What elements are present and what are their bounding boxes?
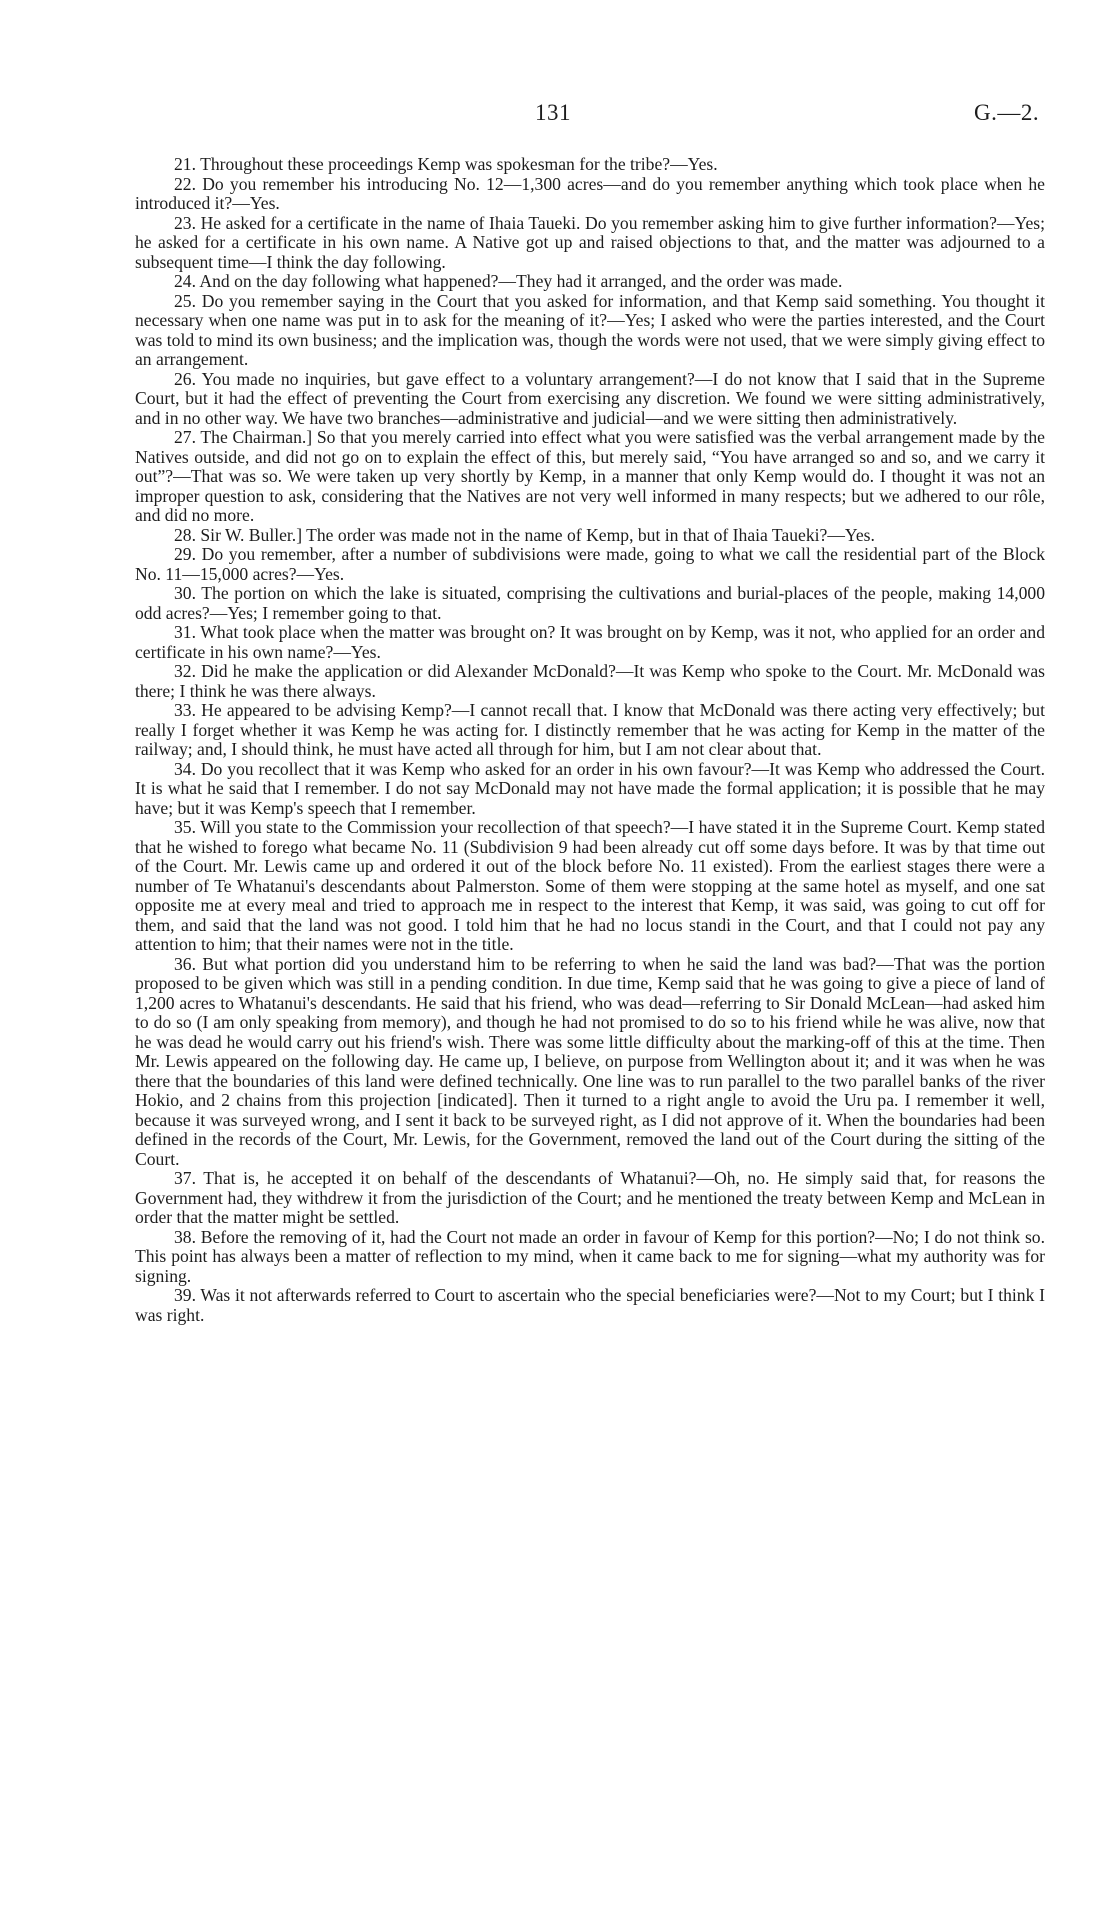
paragraph-24: 24. And on the day following what happened?—They had it arranged, and the order was made. xyxy=(174,271,843,291)
paragraph-21: 21. Throughout these proceedings Kemp was spokesman for the tribe?—Yes. xyxy=(174,154,718,174)
paragraph-38: 38. Before the removing of it, had the Court not made an order in favour of Kemp for this portion?—No; I do not think so. This point has always been a matter of reflection to my mind, when it came back to me for signing—what my authority was for signing. xyxy=(135,1226,1045,1286)
paragraph-39: 39. Was it not afterwards referred to Court to ascertain who the special beneficiaries were?—Not to my Court; but I think I was right. xyxy=(135,1285,1045,1325)
paragraph-25: 25. Do you remember saying in the Court that you asked for information, and that Kemp said something. You thought it necessary when one name was put in to ask for the meaning of it?—Yes; I asked who were the parties interested, and the Court was told to mind its own business; and the implication was, though the words were not used, that we were simply giving effect to an arrangement. xyxy=(135,290,1046,369)
paragraph-34: 34. Do you recollect that it was Kemp who asked for an order in his own favour?—It was Kemp who addressed the Court. It is what he said that I remember. I do not say McDonald may not have made the formal application; it is possible that he may have; but it was Kemp's speech that I remember. xyxy=(135,758,1045,818)
paragraph-26: 26. You made no inquiries, but gave effect to a voluntary arrangement?—I do not know that I said that in the Supreme Court, but it had the effect of preventing the Court from exercising any discretion. We found we were sitting administratively, and in no other way. We have two branches—administrative and judicial—and we were sitting then administratively. xyxy=(135,368,1045,428)
paragraph-33: 33. He appeared to be advising Kemp?—I cannot recall that. I know that McDonald was there acting very effectively; but really I forget whether it was Kemp he was acting for. I distinctly remember that he was acting for Kemp in the matter of the railway; and, I should think, he must have acted all through for him, but I am not clear about that. xyxy=(135,700,1045,759)
paragraph-27: 27. The Chairman.] So that you merely carried into effect what you were satisfied was the verbal arrangement made by the Natives outside, and did not go on to explain the effect of this, but merely said, “You have arranged so and so, and we carry it out”?—That was so. We were taken up very shortly by Kemp, in a manner that only Kemp would do. I thought it was not an improper question to ask, considering that the Natives are not very well informed in many respects; but we adhered to our rôle, and did no more. xyxy=(135,427,1045,525)
paragraph-28: 28. Sir W. Buller.] The order was made not in the name of Kemp, but in that of Ihaia Taueki?—Yes. xyxy=(174,524,875,545)
paragraph-23: 23. He asked for a certificate in the name of Ihaia Taueki. Do you remember asking him to give further information?—Yes; he asked for a certificate in his own name. A Native got up and raised objections to that, and the matter was adjourned to a subsequent time—I think the day following. xyxy=(135,212,1045,272)
document-body xyxy=(135,155,1045,1325)
paragraph-30: 30. The portion on which the lake is situated, comprising the cultivations and burial-places of the people, making 14,000 odd acres?—Yes; I remember going to that. xyxy=(135,583,1045,623)
page-number: 131 xyxy=(535,100,571,125)
paragraph-35: 35. Will you state to the Commission your recollection of that speech?—I have stated it in the Supreme Court. Kemp stated that he wished to forego what became No. 11 (Subdivision 9 had been already cut off some days before. It was by that time out of the Court. Mr. Lewis came up and ordered it out of the block before No. 11 existed). From the earliest stages there were a number of Te Whatanui's descendants about Palmerston. Some of them were stopping at the same hotel as myself, and one sat opposite me at every meal and tried to approach me in respect to the interest that Kemp, it was said, was going to cut off for them, and said that the land was not good. I told him that he had no locus standi in the Court, and that I could not pay any attention to him; that their names were not in the title. xyxy=(135,817,1045,954)
paragraph-29: 29. Do you remember, after a number of subdivisions were made, going to what we call the residential part of the Block No. 11—15,000 acres?—Yes. xyxy=(135,544,1045,584)
paragraph-32: 32. Did he make the application or did Alexander McDonald?—It was Kemp who spoke to the Court. Mr. McDonald was there; I think he was there always. xyxy=(135,661,1045,701)
page-header xyxy=(0,100,1114,132)
paper-reference: G.—2. xyxy=(974,100,1040,125)
paragraph-31: 31. What took place when the matter was brought on? It was brought on by Kemp, was it not, who applied for an order and certificate in his own name?—Yes. xyxy=(135,622,1045,662)
paragraph-36: 36. But what portion did you understand him to be referring to when he said the land was bad?—That was the portion proposed to be given which was still in a pending condition. In due time, Kemp said that he was going to give a piece of land of 1,200 acres to Whatanui's descendants. He said that his friend, who was dead—referring to Sir Donald McLean—had asked him to do so (I am only speaking from memory), and though he had not promised to do so to his friend while he was alive, now that he was dead he would carry out his friend's wish. There was some little difficulty about the marking-off of this at the time. Then Mr. Lewis appeared on the following day. He came up, I believe, on purpose from Wellington about it; and it was when he was there that the boundaries of this land were defined technically. One line was to run parallel to the two parallel banks of the river Hokio, and 2 chains from this projection [indicated]. Then it turned to a right angle to avoid the Uru pa. I remember it well, because it was surveyed wrong, and I sent it back to be surveyed right, as I did not approve of it. When the boundaries had been defined in the records of the Court, Mr. Lewis, for the Government, removed the land out of the Court during the sitting of the Court. xyxy=(135,953,1045,1169)
paragraph-22: 22. Do you remember his introducing No. 12—1,300 acres—and do you remember anything which took place when he introduced it?—Yes. xyxy=(135,173,1045,213)
paragraph-37: 37. That is, he accepted it on behalf of the descendants of Whatanui?—Oh, no. He simply said that, for reasons the Government had, they withdrew it from the jurisdiction of the Court; and he mentioned the treaty between Kemp and McLean in order that the matter might be settled. xyxy=(135,1168,1045,1227)
